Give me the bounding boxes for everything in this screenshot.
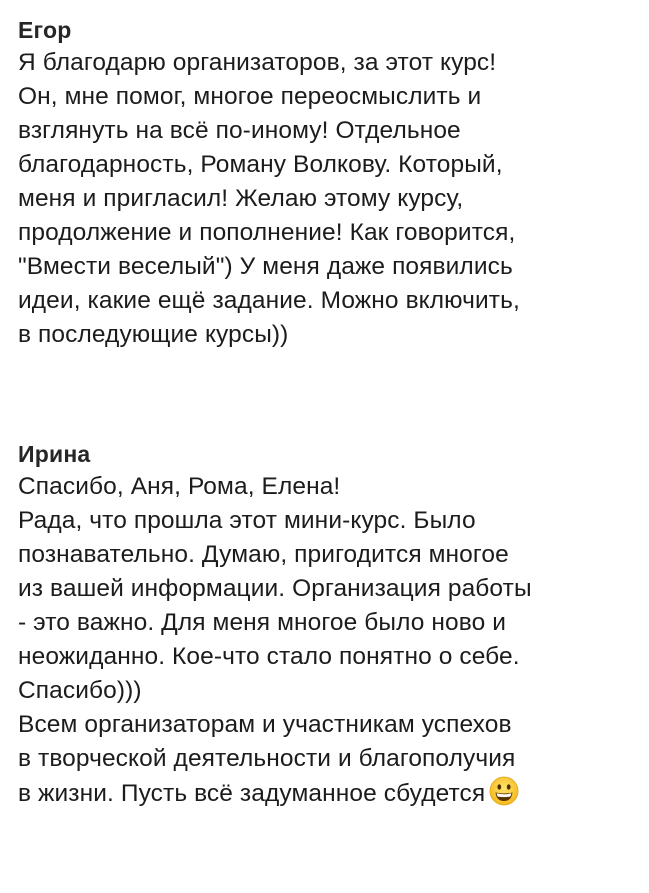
comment-line: в жизни. Пусть всё задуманное сбудется (18, 780, 486, 807)
comment-irina (18, 438, 630, 811)
comment-author[interactable]: Ирина (18, 441, 91, 467)
comment-line: "Вмести веселый") У меня даже появились (18, 253, 513, 280)
comment-line: продолжение и пополнение! Как говорится, (18, 219, 516, 246)
comment-line: Спасибо))) (18, 677, 142, 704)
grinning-face-emoji-icon (489, 776, 519, 806)
comment-egor (18, 14, 630, 352)
comment-line: неожиданно. Кое-что стало понятно о себе. (18, 643, 520, 670)
comment-line: Всем организаторам и участникам успехов (18, 711, 512, 738)
comment-line: Рада, что прошла этот мини-курс. Было (18, 507, 476, 534)
comment-line: взглянуть на всё по-иному! Отдельное (18, 117, 461, 144)
comment-line: в последующие курсы)) (18, 321, 289, 348)
comment-text (18, 46, 630, 352)
comment-line-last (18, 776, 630, 811)
comment-line: из вашей информации. Организация работы (18, 575, 532, 602)
comment-text (18, 470, 630, 811)
comment-line: Я благодарю организаторов, за этот курс! (18, 49, 497, 76)
comment-line: в творческой деятельности и благополучия (18, 745, 516, 772)
comment-line: - это важно. Для меня многое было ново и (18, 609, 506, 636)
comment-line: идеи, какие ещё задание. Можно включить, (18, 287, 520, 314)
comment-line: меня и пригласил! Желаю этому курсу, (18, 185, 464, 212)
comment-author[interactable]: Егор (18, 17, 72, 43)
comment-line: Он, мне помог, многое переосмыслить и (18, 83, 482, 110)
comment-line: благодарность, Роману Волкову. Который, (18, 151, 503, 178)
comment-line: познавательно. Думаю, пригодится многое (18, 541, 509, 568)
comment-line: Спасибо, Аня, Рома, Елена! (18, 473, 341, 500)
